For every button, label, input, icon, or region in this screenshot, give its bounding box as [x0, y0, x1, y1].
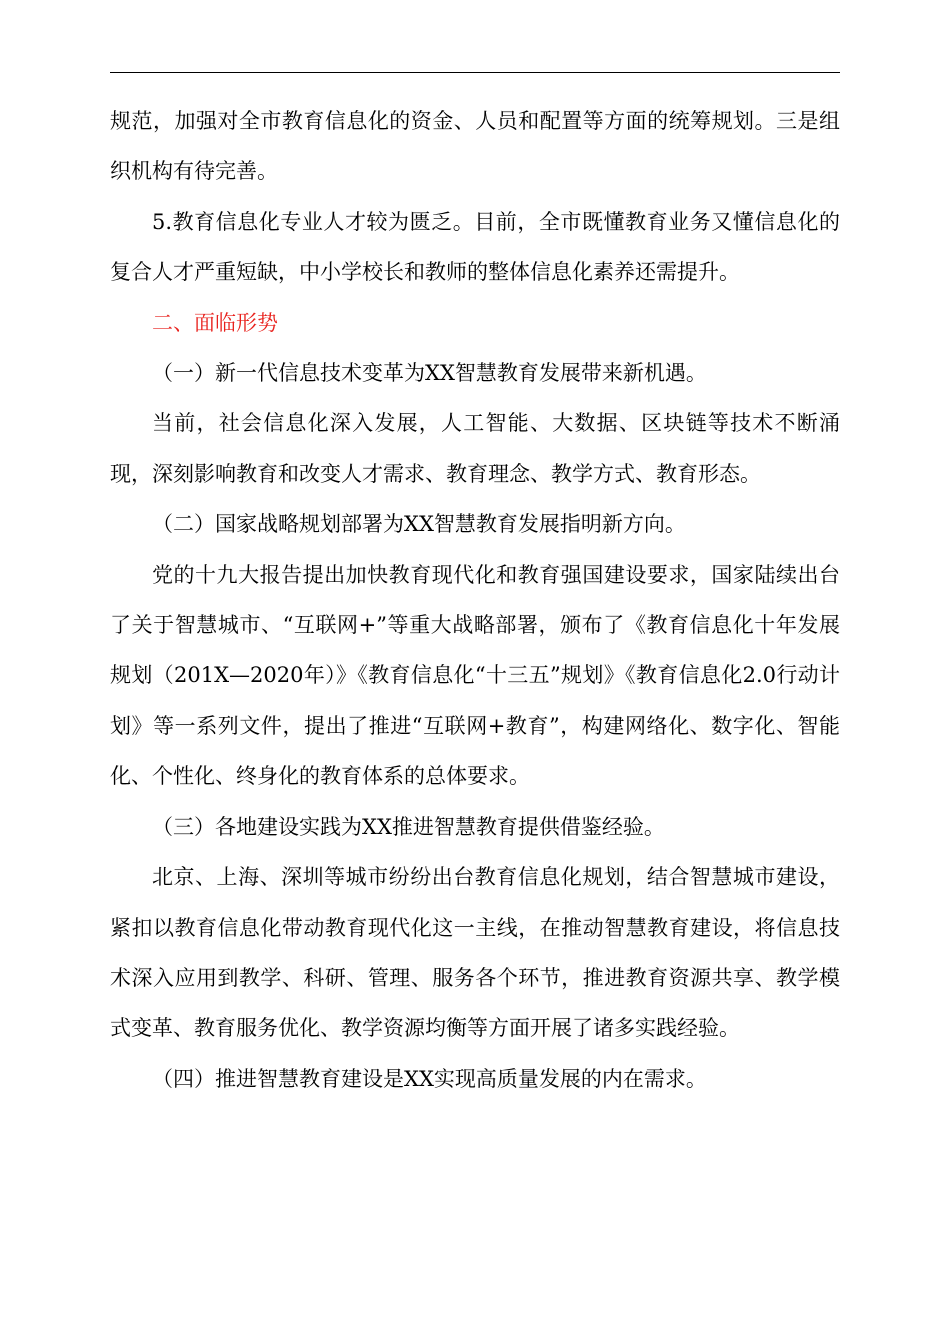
- paragraph-city-practice: 北京、上海、深圳等城市纷纷出台教育信息化规划，结合智慧城市建设，紧扣以教育信息化带动教育现代化这一主线，在推动智慧教育建设，将信息技术深入应用到教学、科研、管理、服务各个环节，推进教育资源共享、教学模式变革、教育服务优化、教学资源均衡等方面开展了诸多实践经验。: [110, 865, 840, 1041]
- paragraph-current-situation: 当前，社会信息化深入发展，人工智能、大数据、区块链等技术不断涌现，深刻影响教育和改变人才需求、教育理念、教学方式、教育形态。: [110, 411, 840, 486]
- paragraph-talent-shortage: 5.教育信息化专业人才较为匮乏。目前，全市既懂教育业务又懂信息化的复合人才严重短缺，中小学校长和教师的整体信息化素养还需提升。: [110, 209, 840, 285]
- paragraph-national-strategy: 党的十九大报告提出加快教育现代化和教育强国建设要求，国家陆续出台了关于智慧城市、“互联网+”等重大战略部署，颁布了《教育信息化十年发展规划（201X—2020年）》《教育信息化“十三五”规划》《教育信息化2.0行动计划》等一系列文件，提出了推进“互联网+教育”，构建网络化、数字化、智能化、个性化、终身化的教育体系的总体要求。: [110, 562, 840, 789]
- subsection-heading-2: （二）国家战略规划部署为XX智慧教育发展指明新方向。: [152, 512, 686, 537]
- subsection-heading-3: （三）各地建设实践为XX推进智慧教育提供借鉴经验。: [152, 814, 665, 839]
- header-rule: [110, 72, 840, 73]
- subsection-heading-1: （一）新一代信息技术变革为XX智慧教育发展带来新机遇。: [152, 361, 707, 386]
- document-body: [110, 96, 840, 1104]
- subsection-heading-4: （四）推进智慧教育建设是XX实现高质量发展的内在需求。: [152, 1066, 707, 1091]
- paragraph-continued: 规范，加强对全市教育信息化的资金、人员和配置等方面的统筹规划。三是组织机构有待完善。: [110, 109, 840, 184]
- section-heading: 二、面临形势: [152, 310, 278, 335]
